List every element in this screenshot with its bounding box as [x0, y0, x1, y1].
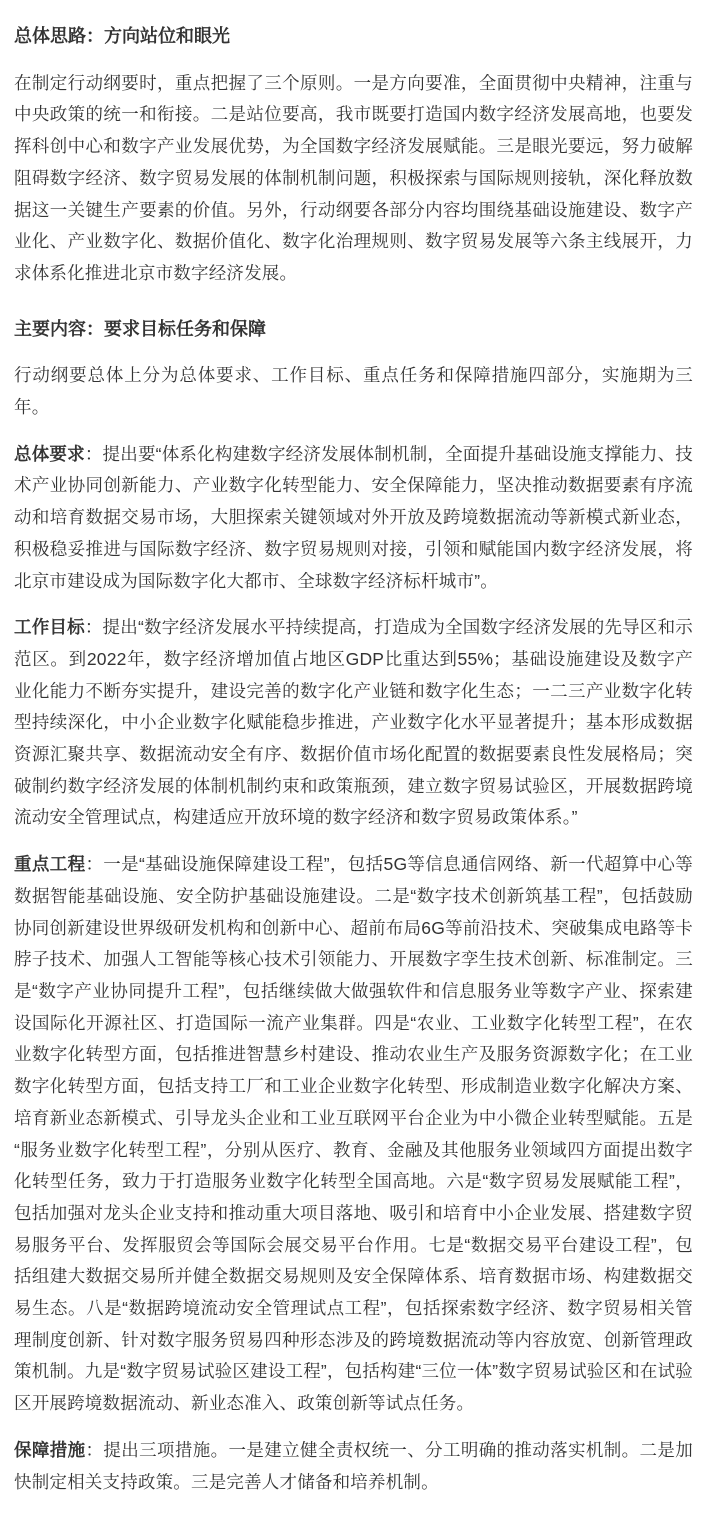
paragraph-safeguard-measures [14, 1435, 693, 1498]
section-heading-overall-thinking: 总体思路：方向站位和眼光 [14, 26, 230, 46]
paragraph-text: ：提出三项措施。一是建立健全责权统一、分工明确的推动落实机制。二是加快制定相关支持政策。三是完善人才储备和培养机制。 [14, 1439, 693, 1492]
paragraph-text: 在制定行动纲要时，重点把握了三个原则。一是方向要准，全面贯彻中央精神，注重与中央政策的统一和衔接。二是站位要高，我市既要打造国内数字经济发展高地，也要发挥科创中心和数字产业发展优势，为全国数字经济发展赋能。三是眼光要远，努力破解阻碍数字经济、数字贸易发展的体制机制问题，积极探索与国际规则接轨，深化释放数据这一关键生产要素的价值。另外，行动纲要各部分内容均围绕基础设施建设、数字产业化、产业数字化、数据价值化、数字化治理规则、数字贸易发展等六条主线展开，力求体系化推进北京市数字经济发展。 [14, 72, 693, 283]
paragraph-key-projects [14, 849, 693, 1420]
paragraph-text: ：提出“数字经济发展水平持续提高，打造成为全国数字经济发展的先导区和示范区。到2022年，数字经济增加值占地区GDP比重达到55%；基础设施建设及数字产业化能力不断夯实提升，建设完善的数字化产业链和数字化生态；一二三产业数字化转型持续深化，中小企业数字化赋能稳步推进，产业数字化水平显著提升；基本形成数据资源汇聚共享、数据流动安全有序、数据价值市场化配置的数据要素良性发展格局；突破制约数字经济发展的体制机制约束和政策瓶颈，建立数字贸易试验区，开展数据跨境流动安全管理试点，构建适应开放环境的数字经济和数字贸易政策体系。” [14, 617, 693, 828]
paragraph-work-goals [14, 612, 693, 834]
paragraph-overall-requirements [14, 439, 693, 598]
paragraph-outline-structure [14, 360, 693, 423]
paragraph-lead: 工作目标 [14, 617, 85, 638]
section-heading-main-content: 主要内容：要求目标任务和保障 [14, 318, 266, 339]
paragraph-lead: 重点工程 [14, 854, 86, 875]
paragraph-lead: 总体要求 [14, 443, 85, 464]
paragraph-lead: 保障措施 [14, 1439, 86, 1460]
paragraph-text: ：一是“基础设施保障建设工程”，包括5G等信息通信网络、新一代超算中心等数据智能基础设施、安全防护基础设施建设。二是“数字技术创新筑基工程”，包括鼓励协同创新建设世界级研发机构和创新中心、超前布局6G等前沿技术、突破集成电路等卡脖子技术、加强人工智能等核心技术引领能力、开展数字孪生技术创新、标准制定。三是“数字产业协同提升工程”，包括继续做大做强软件和信息服务业等数字产业、探索建设国际化开源社区、打造国际一流产业集群。四是“农业、工业数字化转型工程”，在农业数字化转型方面，包括推进智慧乡村建设、推动农业生产及服务资源数字化；在工业数字化转型方面，包括支持工厂和工业企业数字化转型、形成制造业数字化解决方案、培育新业态新模式、引导龙头企业和工业互联网平台企业为中小微企业转型赋能。五是“服务业数字化转型工程”，分别从医疗、教育、金融及其他服务业领域四方面提出数字化转型任务，致力于打造服务业数字化转型全国高地。六是“数字贸易发展赋能工程”，包括加强对龙头企业支持和推动重大项目落地、吸引和培育中小企业发展、搭建数字贸易服务平台、发挥服贸会等国际会展交易平台作用。七是“数据交易平台建设工程”，包括组建大数据交易所并健全数据交易规则及安全保障体系、培育数据市场、构建数据交易生态。八是“数据跨境流动安全管理试点工程”，包括探索数字经济、数字贸易相关管理制度创新、针对数字服务贸易四种形态涉及的跨境数据流动等内容放宽、创新管理政策机制。九是“数字贸易试验区建设工程”，包括构建“三位一体”数字贸易试验区和在试验区开展跨境数据流动、新业态准入、政策创新等试点任务。 [14, 854, 694, 1414]
paragraph-text: ：提出要“体系化构建数字经济发展体制机制，全面提升基础设施支撑能力、技术产业协同创新能力、产业数字化转型能力、安全保障能力，坚决推动数据要素有序流动和培育数据交易市场，大胆探索关键领域对外开放及跨境数据流动等新模式新业态，积极稳妥推进与国际数字经济、数字贸易规则对接，引领和赋能国内数字经济发展，将北京市建设成为国际数字化大都市、全球数字经济标杆城市”。 [14, 443, 693, 591]
paragraph-text: 行动纲要总体上分为总体要求、工作目标、重点任务和保障措施四部分，实施期为三年。 [14, 365, 693, 418]
paragraph-three-principles [14, 68, 693, 290]
